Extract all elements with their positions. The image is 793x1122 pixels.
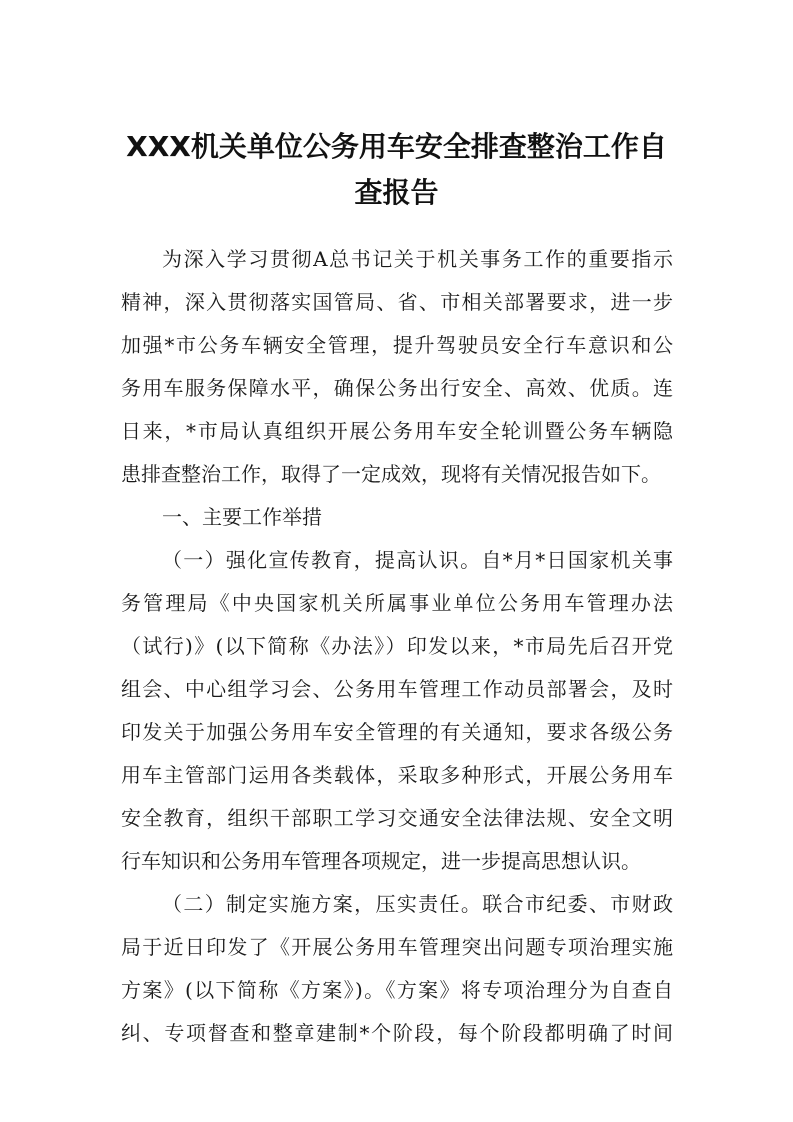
paragraph-line: 用车主管部门运用各类载体，采取多种形式，开展公务用车 (121, 763, 673, 787)
paragraph-line: 安全教育，组织干部职工学习交通安全法律法规、安全文明 (121, 806, 673, 830)
document-title-line-2: 查报告 (354, 176, 439, 209)
document-title-line-1: XXX机关单位公务用车安全排查整治工作自 (126, 130, 667, 163)
paragraph-line: 局于近日印发了《开展公务用车管理突出问题专项治理实施 (121, 935, 673, 959)
section-heading: 一、主要工作举措 (162, 505, 322, 529)
paragraph-line: （一）强化宣传教育，提高认识。自*月*日国家机关事 (162, 548, 673, 572)
paragraph-line: 患排查整治工作，取得了一定成效，现将有关情况报告如下。 (121, 462, 661, 486)
paragraph-line: 组会、中心组学习会、公务用车管理工作动员部署会，及时 (121, 677, 673, 701)
paragraph-line: 印发关于加强公务用车安全管理的有关通知，要求各级公务 (121, 720, 673, 744)
paragraph-line: 方案》(以下简称《方案》)。《方案》将专项治理分为自查自 (121, 978, 673, 1002)
paragraph-line: （试行)》(以下简称《办法》）印发以来，*市局先后召开党 (121, 634, 673, 658)
paragraph-line: （二）制定实施方案，压实责任。联合市纪委、市财政 (162, 892, 673, 916)
paragraph-line: 务用车服务保障水平，确保公务出行安全、高效、优质。连 (121, 376, 673, 400)
paragraph-line: 加强*市公务车辆安全管理，提升驾驶员安全行车意识和公 (121, 333, 673, 357)
paragraph-line: 为深入学习贯彻A总书记关于机关事务工作的重要指示 (162, 247, 673, 271)
paragraph-line: 务管理局《中央国家机关所属事业单位公务用车管理办法 (121, 591, 673, 615)
paragraph-line: 纠、专项督查和整章建制*个阶段，每个阶段都明确了时间 (121, 1021, 673, 1045)
paragraph-line: 行车知识和公务用车管理各项规定，进一步提高思想认识。 (121, 849, 641, 873)
paragraph-line: 日来，*市局认真组织开展公务用车安全轮训暨公务车辆隐 (121, 419, 673, 443)
paragraph-line: 精神，深入贯彻落实国管局、省、市相关部署要求，进一步 (121, 290, 673, 314)
